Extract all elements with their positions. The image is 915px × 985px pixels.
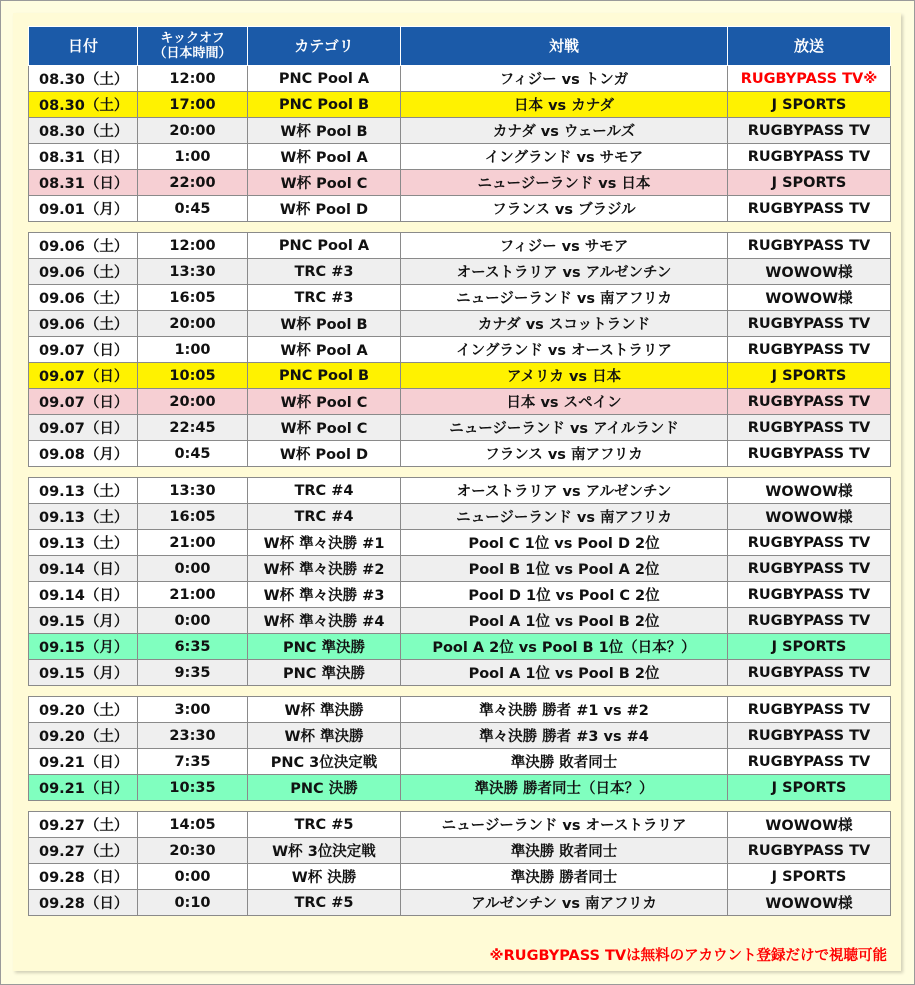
category-cell: PNC 3位決定戦 [248, 749, 401, 775]
table-row [29, 660, 891, 686]
table-row [29, 530, 891, 556]
match-cell: 日本 vs カナダ [401, 92, 728, 118]
separator-cell [728, 222, 891, 233]
date-cell: 09.15（月） [29, 608, 138, 634]
category-cell: TRC #4 [248, 504, 401, 530]
category-cell: PNC 決勝 [248, 775, 401, 801]
kickoff-cell: 7:35 [138, 749, 248, 775]
table-row [29, 749, 891, 775]
table-row [29, 582, 891, 608]
table-row [29, 864, 891, 890]
broadcast-cell: RUGBYPASS TV [728, 749, 891, 775]
kickoff-cell: 0:10 [138, 890, 248, 916]
broadcast-cell: RUGBYPASS TV [728, 389, 891, 415]
date-cell: 09.06（土） [29, 311, 138, 337]
date-cell: 09.13（土） [29, 478, 138, 504]
table-row [29, 608, 891, 634]
match-cell: フィジー vs トンガ [401, 66, 728, 92]
broadcast-schedule-table [28, 26, 891, 916]
match-cell: イングランド vs オーストラリア [401, 337, 728, 363]
category-cell: W杯 準々決勝 #2 [248, 556, 401, 582]
kickoff-cell: 20:00 [138, 118, 248, 144]
kickoff-cell: 0:00 [138, 556, 248, 582]
match-cell: カナダ vs スコットランド [401, 311, 728, 337]
separator-cell [248, 467, 401, 478]
match-cell: ニュージーランド vs アイルランド [401, 415, 728, 441]
category-cell: W杯 Pool B [248, 311, 401, 337]
match-cell: アメリカ vs 日本 [401, 363, 728, 389]
match-cell: 準決勝 勝者同士（日本？） [401, 775, 728, 801]
kickoff-cell: 1:00 [138, 144, 248, 170]
broadcast-cell: WOWOW様 [728, 259, 891, 285]
category-cell: TRC #5 [248, 890, 401, 916]
separator-cell [138, 222, 248, 233]
date-cell: 08.31（日） [29, 170, 138, 196]
header-kickoff-line1: キックオフ [160, 31, 225, 46]
table-row [29, 170, 891, 196]
match-cell: オーストラリア vs アルゼンチン [401, 259, 728, 285]
category-cell: W杯 Pool C [248, 389, 401, 415]
category-cell: TRC #4 [248, 478, 401, 504]
match-cell: ニュージーランド vs 日本 [401, 170, 728, 196]
group-separator [29, 467, 891, 478]
separator-cell [138, 467, 248, 478]
table-row [29, 723, 891, 749]
broadcast-cell: RUGBYPASS TV [728, 196, 891, 222]
date-cell: 08.30（土） [29, 92, 138, 118]
broadcast-cell: RUGBYPASS TV [728, 838, 891, 864]
broadcast-cell: RUGBYPASS TV [728, 118, 891, 144]
category-cell: W杯 準決勝 [248, 697, 401, 723]
date-cell: 08.31（日） [29, 144, 138, 170]
broadcast-cell: RUGBYPASS TV [728, 697, 891, 723]
match-cell: Pool D 1位 vs Pool C 2位 [401, 582, 728, 608]
match-cell: Pool B 1位 vs Pool A 2位 [401, 556, 728, 582]
date-cell: 09.07（日） [29, 389, 138, 415]
match-cell: カナダ vs ウェールズ [401, 118, 728, 144]
category-cell: TRC #5 [248, 812, 401, 838]
broadcast-cell: J SPORTS [728, 864, 891, 890]
category-cell: W杯 準々決勝 #3 [248, 582, 401, 608]
kickoff-cell: 6:35 [138, 634, 248, 660]
table-row [29, 92, 891, 118]
broadcast-cell: RUGBYPASS TV [728, 144, 891, 170]
table-row [29, 415, 891, 441]
date-cell: 09.20（土） [29, 723, 138, 749]
match-cell: フランス vs ブラジル [401, 196, 728, 222]
kickoff-cell: 22:45 [138, 415, 248, 441]
separator-cell [728, 686, 891, 697]
category-cell: W杯 Pool D [248, 441, 401, 467]
match-cell: フィジー vs サモア [401, 233, 728, 259]
date-cell: 09.07（日） [29, 363, 138, 389]
broadcast-cell: WOWOW様 [728, 478, 891, 504]
broadcast-cell: WOWOW様 [728, 504, 891, 530]
broadcast-cell: RUGBYPASS TV [728, 311, 891, 337]
category-cell: PNC 準決勝 [248, 634, 401, 660]
date-cell: 09.07（日） [29, 415, 138, 441]
table-row [29, 285, 891, 311]
category-cell: W杯 Pool C [248, 415, 401, 441]
broadcast-cell: RUGBYPASS TV [728, 233, 891, 259]
table-row [29, 634, 891, 660]
broadcast-cell: RUGBYPASS TV [728, 660, 891, 686]
kickoff-cell: 20:00 [138, 311, 248, 337]
group-separator [29, 801, 891, 812]
kickoff-cell: 16:05 [138, 285, 248, 311]
separator-cell [401, 686, 728, 697]
kickoff-cell: 21:00 [138, 530, 248, 556]
broadcast-cell: RUGBYPASS TV [728, 556, 891, 582]
broadcast-cell: RUGBYPASS TV [728, 441, 891, 467]
table-row [29, 337, 891, 363]
date-cell: 08.30（土） [29, 66, 138, 92]
date-cell: 09.06（土） [29, 285, 138, 311]
table-row [29, 775, 891, 801]
match-cell: ニュージーランド vs 南アフリカ [401, 285, 728, 311]
broadcast-cell: WOWOW様 [728, 890, 891, 916]
kickoff-cell: 21:00 [138, 582, 248, 608]
date-cell: 09.15（月） [29, 660, 138, 686]
kickoff-cell: 20:30 [138, 838, 248, 864]
table-row [29, 259, 891, 285]
category-cell: W杯 決勝 [248, 864, 401, 890]
separator-cell [138, 801, 248, 812]
match-cell: 準決勝 敗者同士 [401, 838, 728, 864]
match-cell: 準決勝 勝者同士 [401, 864, 728, 890]
kickoff-cell: 0:00 [138, 864, 248, 890]
header-category: カテゴリ [248, 27, 401, 66]
separator-cell [138, 686, 248, 697]
match-cell: 日本 vs スペイン [401, 389, 728, 415]
kickoff-cell: 10:35 [138, 775, 248, 801]
category-cell: PNC 準決勝 [248, 660, 401, 686]
table-row [29, 144, 891, 170]
broadcast-cell: RUGBYPASS TV [728, 415, 891, 441]
kickoff-cell: 12:00 [138, 233, 248, 259]
kickoff-cell: 12:00 [138, 66, 248, 92]
broadcast-cell: J SPORTS [728, 775, 891, 801]
broadcast-cell: J SPORTS [728, 363, 891, 389]
broadcast-cell: RUGBYPASS TV [728, 337, 891, 363]
table-row [29, 504, 891, 530]
broadcast-cell: J SPORTS [728, 92, 891, 118]
separator-cell [728, 467, 891, 478]
kickoff-cell: 10:05 [138, 363, 248, 389]
category-cell: PNC Pool A [248, 66, 401, 92]
schedule-body [29, 66, 891, 916]
broadcast-cell: J SPORTS [728, 170, 891, 196]
separator-cell [29, 222, 138, 233]
date-cell: 08.30（土） [29, 118, 138, 144]
match-cell: ニュージーランド vs 南アフリカ [401, 504, 728, 530]
separator-cell [29, 686, 138, 697]
broadcast-cell: RUGBYPASS TV [728, 582, 891, 608]
date-cell: 09.28（日） [29, 864, 138, 890]
table-row [29, 441, 891, 467]
broadcast-cell: WOWOW様 [728, 812, 891, 838]
category-cell: W杯 準々決勝 #1 [248, 530, 401, 556]
separator-cell [248, 222, 401, 233]
broadcast-cell: WOWOW様 [728, 285, 891, 311]
kickoff-cell: 23:30 [138, 723, 248, 749]
group-separator [29, 686, 891, 697]
date-cell: 09.13（土） [29, 530, 138, 556]
table-row [29, 812, 891, 838]
group-separator [29, 222, 891, 233]
category-cell: W杯 準決勝 [248, 723, 401, 749]
date-cell: 09.14（日） [29, 582, 138, 608]
date-cell: 09.13（土） [29, 504, 138, 530]
table-row [29, 118, 891, 144]
match-cell: アルゼンチン vs 南アフリカ [401, 890, 728, 916]
date-cell: 09.28（日） [29, 890, 138, 916]
kickoff-cell: 0:45 [138, 196, 248, 222]
kickoff-cell: 0:45 [138, 441, 248, 467]
broadcast-cell: RUGBYPASS TV [728, 530, 891, 556]
table-row [29, 556, 891, 582]
separator-cell [29, 467, 138, 478]
match-cell: フランス vs 南アフリカ [401, 441, 728, 467]
match-cell: ニュージーランド vs オーストラリア [401, 812, 728, 838]
category-cell: W杯 Pool A [248, 337, 401, 363]
separator-cell [29, 801, 138, 812]
category-cell: PNC Pool A [248, 233, 401, 259]
category-cell: W杯 準々決勝 #4 [248, 608, 401, 634]
separator-cell [401, 222, 728, 233]
kickoff-cell: 13:30 [138, 259, 248, 285]
broadcast-cell: RUGBYPASS TV [728, 608, 891, 634]
date-cell: 09.06（土） [29, 233, 138, 259]
category-cell: TRC #3 [248, 259, 401, 285]
date-cell: 09.21（日） [29, 749, 138, 775]
kickoff-cell: 22:00 [138, 170, 248, 196]
header-broadcast: 放送 [728, 27, 891, 66]
category-cell: W杯 Pool D [248, 196, 401, 222]
table-row [29, 389, 891, 415]
kickoff-cell: 3:00 [138, 697, 248, 723]
broadcast-cell: J SPORTS [728, 634, 891, 660]
date-cell: 09.08（月） [29, 441, 138, 467]
category-cell: TRC #3 [248, 285, 401, 311]
category-cell: W杯 Pool B [248, 118, 401, 144]
broadcast-cell: RUGBYPASS TV [728, 723, 891, 749]
table-row [29, 233, 891, 259]
footnote: ※RUGBYPASS TVは無料のアカウント登録だけで視聴可能 [489, 948, 887, 964]
header-kickoff [138, 27, 248, 66]
match-cell: オーストラリア vs アルゼンチン [401, 478, 728, 504]
category-cell: W杯 Pool C [248, 170, 401, 196]
kickoff-cell: 14:05 [138, 812, 248, 838]
table-row [29, 311, 891, 337]
date-cell: 09.27（土） [29, 812, 138, 838]
kickoff-cell: 9:35 [138, 660, 248, 686]
table-row [29, 478, 891, 504]
match-cell: イングランド vs サモア [401, 144, 728, 170]
category-cell: W杯 3位決定戦 [248, 838, 401, 864]
separator-cell [401, 467, 728, 478]
broadcast-cell: RUGBYPASS TV※ [728, 66, 891, 92]
match-cell: 準々決勝 勝者 #3 vs #4 [401, 723, 728, 749]
kickoff-cell: 17:00 [138, 92, 248, 118]
date-cell: 09.14（日） [29, 556, 138, 582]
table-row [29, 838, 891, 864]
date-cell: 09.20（土） [29, 697, 138, 723]
separator-cell [401, 801, 728, 812]
table-row [29, 363, 891, 389]
category-cell: W杯 Pool A [248, 144, 401, 170]
kickoff-cell: 20:00 [138, 389, 248, 415]
match-cell: Pool A 1位 vs Pool B 2位 [401, 660, 728, 686]
kickoff-cell: 13:30 [138, 478, 248, 504]
date-cell: 09.21（日） [29, 775, 138, 801]
table-row [29, 66, 891, 92]
date-cell: 09.06（土） [29, 259, 138, 285]
header-row [29, 27, 891, 66]
kickoff-cell: 0:00 [138, 608, 248, 634]
kickoff-cell: 16:05 [138, 504, 248, 530]
category-cell: PNC Pool B [248, 92, 401, 118]
category-cell: PNC Pool B [248, 363, 401, 389]
separator-cell [248, 801, 401, 812]
separator-cell [248, 686, 401, 697]
kickoff-cell: 1:00 [138, 337, 248, 363]
match-cell: Pool C 1位 vs Pool D 2位 [401, 530, 728, 556]
match-cell: 準決勝 敗者同士 [401, 749, 728, 775]
match-cell: Pool A 1位 vs Pool B 2位 [401, 608, 728, 634]
match-cell: 準々決勝 勝者 #1 vs #2 [401, 697, 728, 723]
header-kickoff-line2: （日本時間） [153, 46, 232, 61]
date-cell: 09.07（日） [29, 337, 138, 363]
date-cell: 09.27（土） [29, 838, 138, 864]
separator-cell [728, 801, 891, 812]
date-cell: 09.01（月） [29, 196, 138, 222]
header-date: 日付 [29, 27, 138, 66]
date-cell: 09.15（月） [29, 634, 138, 660]
table-row [29, 196, 891, 222]
table-row [29, 697, 891, 723]
match-cell: Pool A 2位 vs Pool B 1位（日本？） [401, 634, 728, 660]
header-match: 対戦 [401, 27, 728, 66]
table-row [29, 890, 891, 916]
